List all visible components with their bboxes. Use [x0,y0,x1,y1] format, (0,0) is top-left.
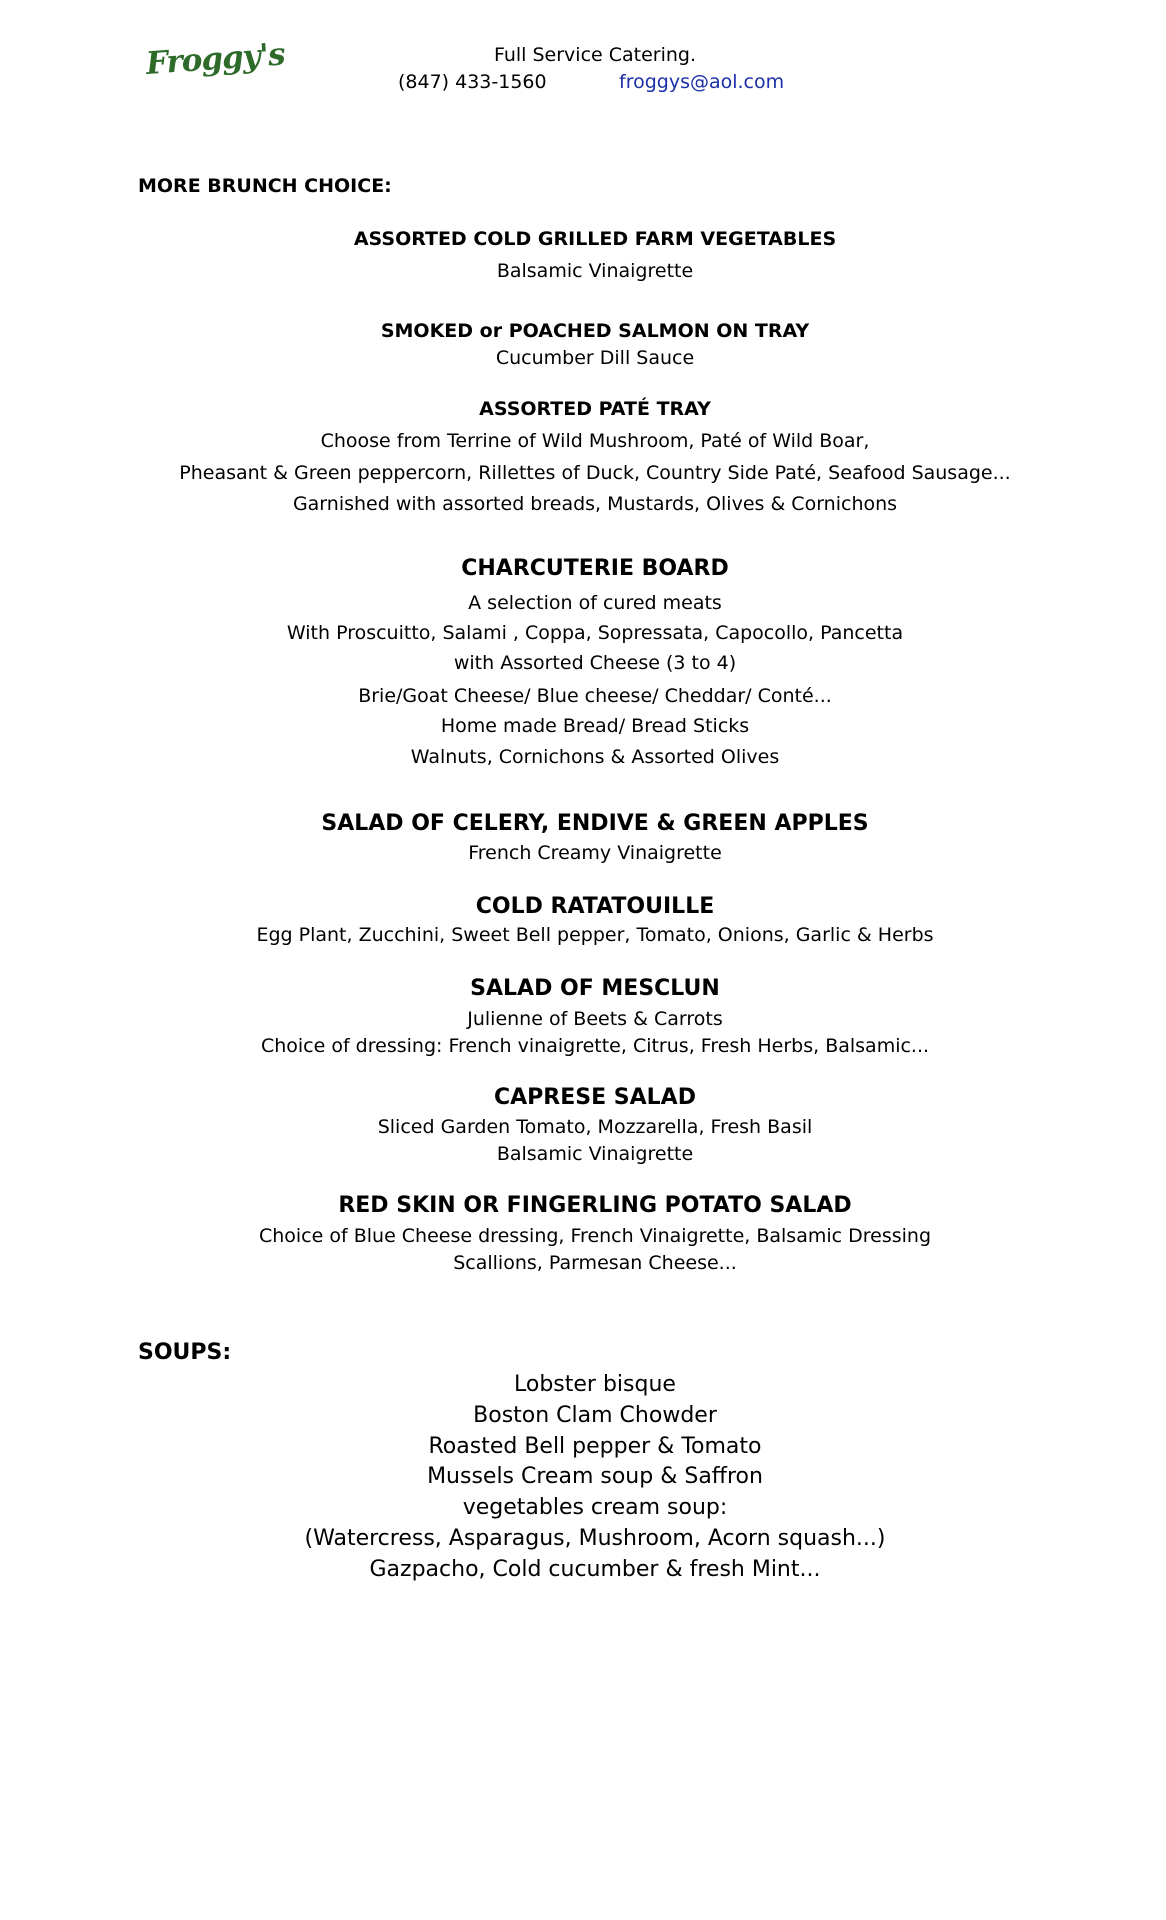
menu-item-description: Balsamic Vinaigrette [496,1143,694,1165]
menu-item-title: CAPRESE SALAD [494,1085,696,1110]
menu-item-description: Sliced Garden Tomato, Mozzarella, Fresh Basil [377,1116,813,1138]
menu-item-title: RED SKIN OR FINGERLING POTATO SALAD [338,1193,852,1218]
menu-item-description: French Creamy Vinaigrette [468,842,722,864]
menu-item-description: Balsamic Vinaigrette [496,260,694,282]
menu-item-title: SALAD OF CELERY, ENDIVE & GREEN APPLES [321,811,869,836]
menu-item-description: Garnished with assorted breads, Mustards, Olives & Cornichons [292,493,898,515]
menu-item-description: Walnuts, Cornichons & Assorted Olives [410,746,780,768]
menu-item-description: Julienne of Beets & Carrots [467,1008,723,1030]
soup-item: Roasted Bell pepper & Tomato [428,1434,762,1459]
menu-item-description: Egg Plant, Zucchini, Sweet Bell pepper, Tomato, Onions, Garlic & Herbs [256,924,934,946]
menu-item-description: Brie/Goat Cheese/ Blue cheese/ Cheddar/ Conté... [358,685,832,707]
menu-item-description: Scallions, Parmesan Cheese... [453,1252,737,1274]
menu-item-title: ASSORTED COLD GRILLED FARM VEGETABLES [353,228,837,250]
menu-item-description: Home made Bread/ Bread Sticks [440,715,750,737]
phone-number: (847) 433-1560 [398,71,547,93]
email-link[interactable]: froggys@aol.com [619,71,785,93]
soup-item: vegetables cream soup: [462,1495,728,1520]
menu-item-description: with Assorted Cheese (3 to 4) [453,652,737,674]
menu-item-description: A selection of cured meats [468,592,722,614]
menu-item-description: Cucumber Dill Sauce [495,347,695,369]
soup-item: Boston Clam Chowder [473,1403,717,1428]
soups-section-label: SOUPS: [138,1340,232,1365]
froggys-logo: Froggy's [144,36,286,82]
menu-item-description: Choice of dressing: French vinaigrette, Citrus, Fresh Herbs, Balsamic... [260,1035,930,1057]
brunch-section-label: MORE BRUNCH CHOICE: [138,175,392,197]
soup-item: (Watercress, Asparagus, Mushroom, Acorn squash...) [304,1526,886,1551]
catering-tagline: Full Service Catering. [493,44,697,66]
menu-item-title: SMOKED or POACHED SALMON ON TRAY [380,320,810,342]
soup-item: Lobster bisque [514,1372,676,1397]
menu-item-title: CHARCUTERIE BOARD [461,556,729,581]
menu-item-description: Choice of Blue Cheese dressing, French Vinaigrette, Balsamic Dressing [258,1225,932,1247]
menu-item-title: ASSORTED PATÉ TRAY [479,398,711,420]
menu-item-description: Choose from Terrine of Wild Mushroom, Paté of Wild Boar, [320,430,870,452]
menu-item-description: Pheasant & Green peppercorn, Rillettes of Duck, Country Side Paté, Seafood Sausage... [179,462,1011,484]
soup-item: Mussels Cream soup & Saffron [427,1464,763,1489]
menu-item-title: COLD RATATOUILLE [475,894,715,919]
menu-item-title: SALAD OF MESCLUN [470,976,720,1001]
soup-item: Gazpacho, Cold cucumber & fresh Mint... [369,1557,821,1582]
menu-item-description: With Proscuitto, Salami , Coppa, Sopressata, Capocollo, Pancetta [286,622,904,644]
